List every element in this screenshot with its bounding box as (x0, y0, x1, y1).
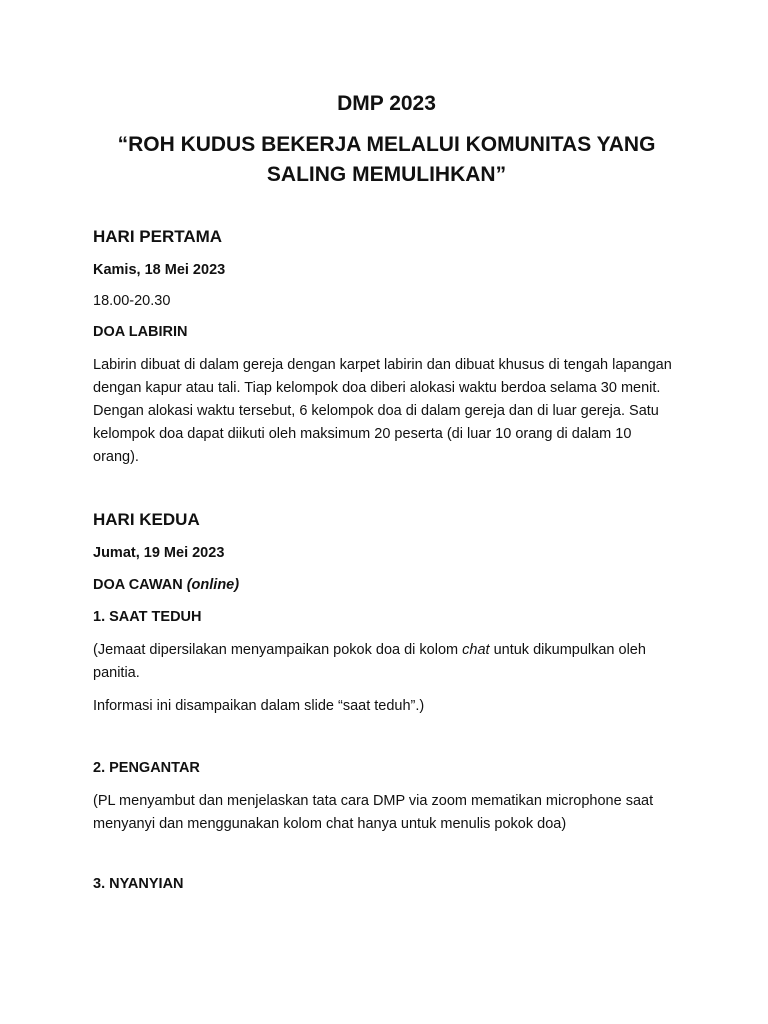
section2-text: (PL menyambut dan menjelaskan tata cara DMP via zoom mematikan microphone saat menyanyi dan menggunakan kolom chat hanya untuk menulis pokok doa) (93, 793, 654, 832)
day2-date: Jumat, 19 Mei 2023 (93, 545, 225, 561)
document-title: DMP 2023 (337, 92, 436, 115)
day1-date: Kamis, 18 Mei 2023 (93, 262, 226, 278)
day1-description: Labirin dibuat di dalam gereja dengan karpet labirin dan dibuat khusus di tengah lapangan dengan kapur atau tali. Tiap kelompok doa diberi alokasi waktu berdoa selama 30 menit. Dengan alokasi waktu tersebut, 6 kelompok doa di dalam gereja dan di luar gereja. Satu kelompok doa dapat diikuti oleh maksimum 20 peserta (di luar 10 orang di dalam 10 orang). (93, 357, 672, 465)
section1-text-before: (Jemaat dipersilakan menyampaikan pokok doa di kolom (93, 642, 463, 658)
section1-label: 1. SAAT TEDUH (93, 609, 202, 625)
document-theme: “ROH KUDUS BEKERJA MELALUI KOMUNITAS YANG SALING MEMULIHKAN” (117, 133, 656, 186)
section3-label: 3. NYANYIAN (93, 876, 184, 892)
day1-heading: HARI PERTAMA (93, 227, 223, 246)
section1-text-after: untuk dikumpulkan oleh panitia. (93, 642, 646, 681)
section1-note: Informasi ini disampaikan dalam slide “saat teduh”.) (93, 698, 425, 714)
section1-text (93, 639, 680, 685)
day2-activity-main: DOA CAWAN (93, 577, 187, 593)
day2-activity (93, 575, 680, 595)
section1-text-italic: chat (462, 642, 490, 658)
section2-label: 2. PENGANTAR (93, 760, 200, 776)
day2-heading: HARI KEDUA (93, 510, 200, 529)
day1-activity: DOA LABIRIN (93, 324, 188, 340)
day1-time: 18.00-20.30 (93, 293, 171, 309)
day2-activity-mode: (online) (186, 577, 240, 593)
